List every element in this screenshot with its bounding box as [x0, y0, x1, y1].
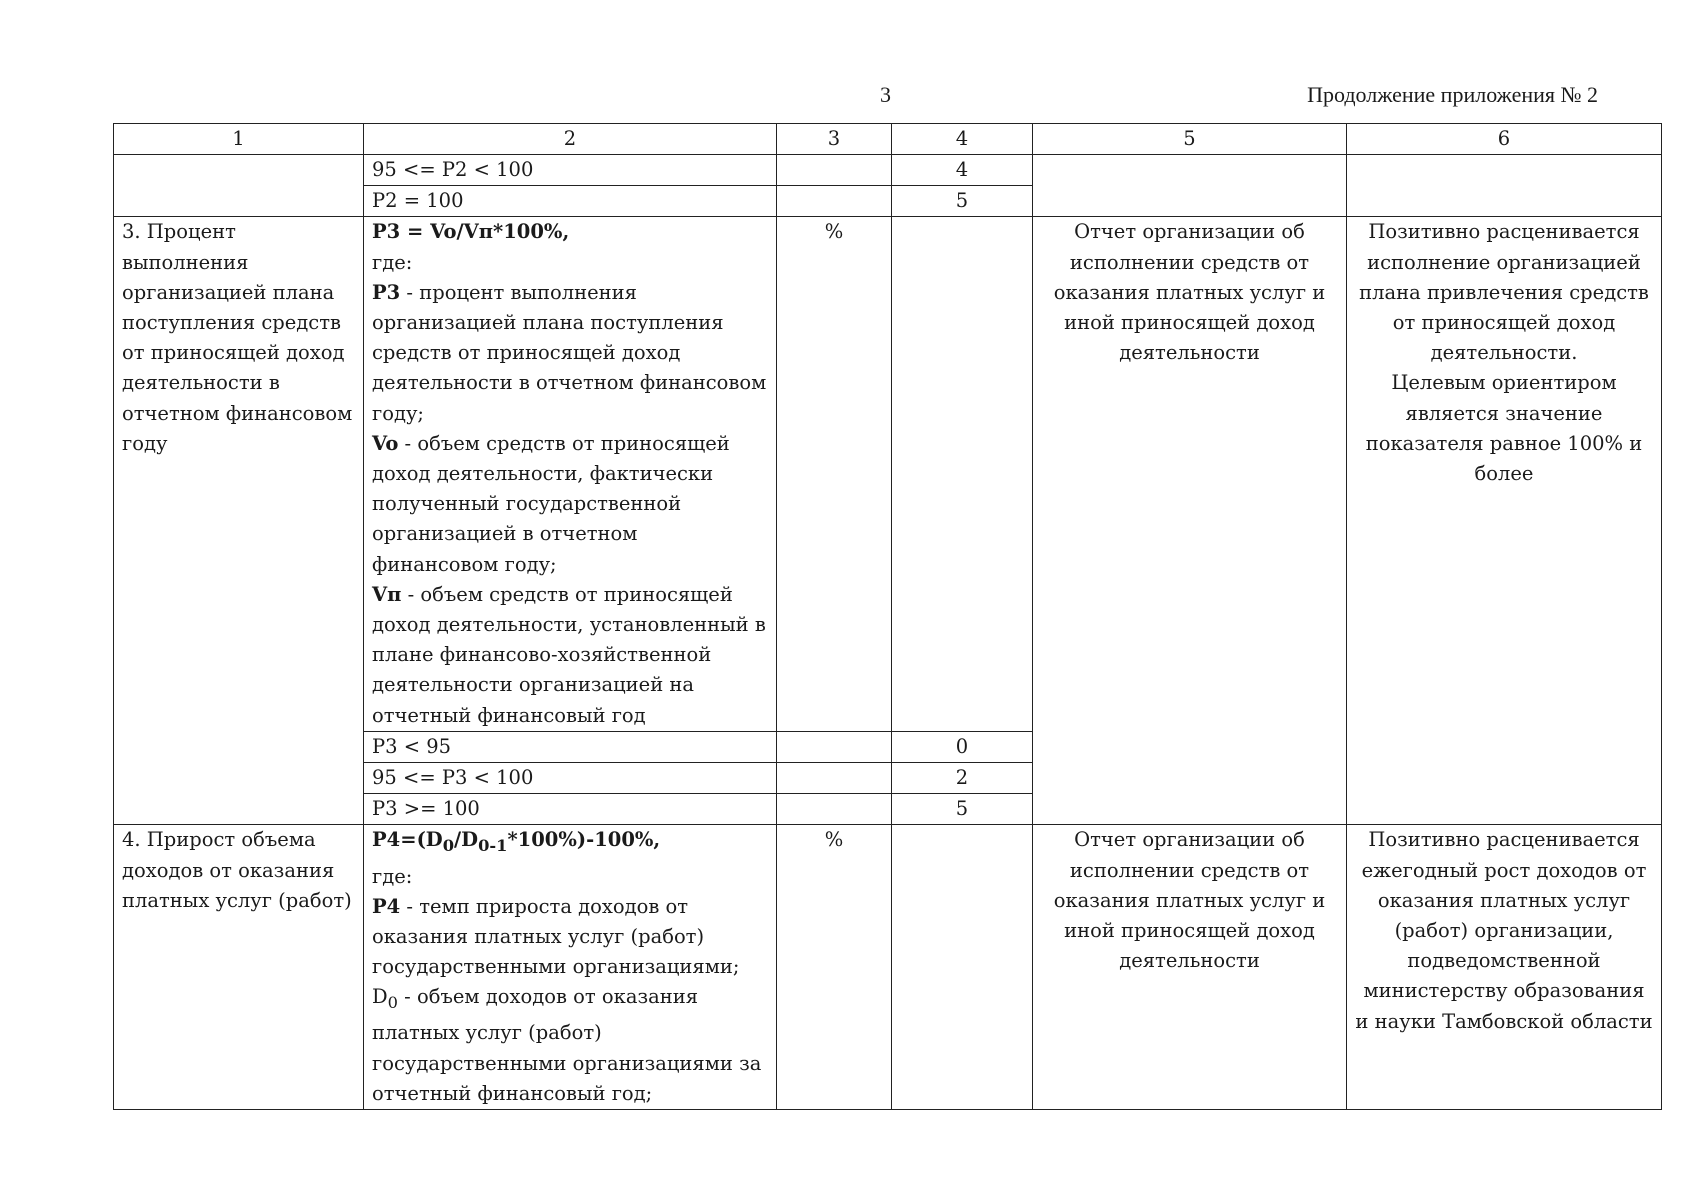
formula-cell [364, 217, 777, 731]
condition-cell: 95 <= P2 < 100 [364, 155, 777, 186]
column-header: 2 [364, 124, 777, 155]
unit-cell: % [777, 217, 892, 731]
table-row [114, 155, 1662, 186]
unit-cell [777, 794, 892, 825]
page-number: 3 [880, 82, 891, 107]
score-cell [892, 825, 1033, 1110]
score-cell: 2 [892, 763, 1033, 794]
definition-term: D [372, 985, 388, 1009]
score-cell: 4 [892, 155, 1033, 186]
indicator-name-cell: 4. Прирост объема доходов от оказания платных услуг (работ) [114, 825, 364, 1110]
p2-note-cell [1347, 155, 1662, 217]
definition-term: P4 [372, 894, 401, 918]
indicator-name-cell: 3. Процент выполнения организацией плана поступления средств от приносящей доход деятельности в отчетном финансовом году [114, 217, 364, 825]
table-row [114, 217, 1662, 731]
column-header: 6 [1347, 124, 1662, 155]
condition-cell: 95 <= P3 < 100 [364, 763, 777, 794]
note-cell: Позитивно расценивается исполнение организацией плана привлечения средств от приносящей доход деятельности. Целевым ориентиром является значение показателя равное 100% и более [1347, 217, 1662, 825]
condition-cell: P3 < 95 [364, 731, 777, 762]
score-cell: 5 [892, 186, 1033, 217]
score-cell [892, 217, 1033, 731]
column-number-row [114, 124, 1662, 155]
data-source-cell: Отчет организации об исполнении средств от оказания платных услуг и иной приносящей доход деятельности [1033, 825, 1347, 1110]
score-cell: 5 [892, 794, 1033, 825]
formula-text: $P4=(D_0/D_{0-1}*100\%)-100\%$, [372, 828, 661, 856]
p2-name-cell [114, 155, 364, 217]
unit-cell [777, 763, 892, 794]
definition-term: P3 [372, 280, 401, 304]
formula-text: P3 = Vo/Vп*100%, [372, 220, 570, 244]
appendix-continuation-note: Продолжение приложения № 2 [1307, 82, 1598, 107]
table-row [114, 825, 1662, 1110]
unit-cell [777, 155, 892, 186]
condition-cell: P2 = 100 [364, 186, 777, 217]
definition-term: Vo [372, 431, 399, 455]
unit-cell [777, 731, 892, 762]
column-header: 1 [114, 124, 364, 155]
unit-cell [777, 186, 892, 217]
column-header: 5 [1033, 124, 1347, 155]
definition-text: - объем средств от приносящей доход деятельности, установленный в плане финансово-хозяйственной деятельности организацией на отчетный финансовый год [372, 582, 766, 727]
unit-cell: % [777, 825, 892, 1110]
condition-cell: P3 >= 100 [364, 794, 777, 825]
definition-subscript: 0 [387, 993, 398, 1013]
column-header: 3 [777, 124, 892, 155]
definition-text: - процент выполнения организацией плана поступления средств от приносящей доход деятельности в отчетном финансовом году; [372, 280, 767, 425]
definition-term: Vп [372, 582, 402, 606]
data-source-cell: Отчет организации об исполнении средств от оказания платных услуг и иной приносящей доход деятельности [1033, 217, 1347, 825]
where-label: где: [372, 864, 413, 888]
where-label: где: [372, 250, 413, 274]
column-header: 4 [892, 124, 1033, 155]
definition-text: - объем доходов от оказания платных услуг (работ) государственными организациями за отчетный финансовый год; [372, 985, 762, 1105]
p2-source-cell [1033, 155, 1347, 217]
definition-text: - объем средств от приносящей доход деятельности, фактически полученный государственной организацией в отчетном финансовом году; [372, 431, 730, 576]
indicators-table [113, 123, 1662, 1110]
definition-text: - темп прироста доходов от оказания платных услуг (работ) государственными организациями; [372, 894, 740, 979]
score-cell: 0 [892, 731, 1033, 762]
formula-cell [364, 825, 777, 1110]
note-cell: Позитивно расценивается ежегодный рост доходов от оказания платных услуг (работ) организации, подведомственной министерству образования и науки Тамбовской области [1347, 825, 1662, 1110]
